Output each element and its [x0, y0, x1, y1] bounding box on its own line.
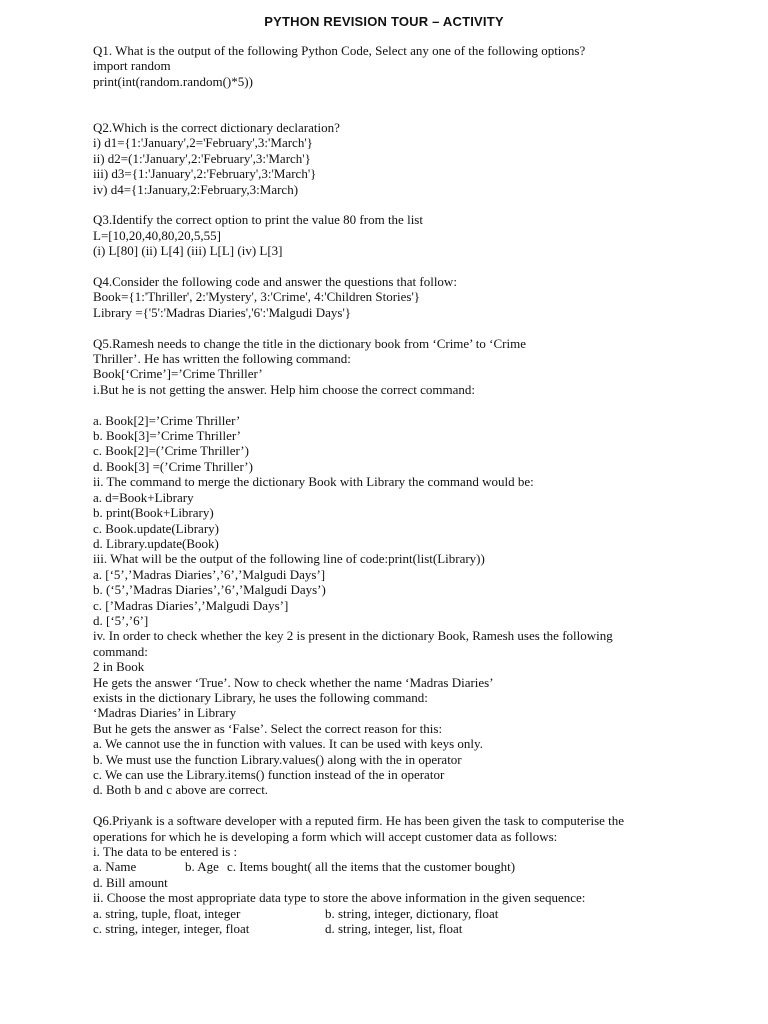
code-line: import random	[93, 58, 171, 74]
option-line: b. Book[3]=’Crime Thriller’	[93, 428, 242, 444]
option-line: d. Book[3] =(’Crime Thriller’)	[93, 458, 253, 474]
question-text: Q3.Identify the correct option to print the value 80 from the list	[93, 212, 423, 228]
option-line: a. Book[2]=’Crime Thriller’	[93, 412, 241, 428]
spacer	[93, 197, 733, 212]
option-line: b. print(Book+Library)	[93, 505, 214, 521]
option-item: a. Name	[93, 859, 137, 875]
question-1	[93, 43, 733, 89]
code-line: Library ={'5':'Madras Diaries','6':'Malgudi Days'}	[93, 304, 352, 320]
sub-question-text: ii. The command to merge the dictionary Book with Library the command would be:	[93, 474, 534, 490]
code-line: ‘Madras Diaries’ in Library	[93, 705, 237, 721]
option-line: (i) L[80] (ii) L[4] (iii) L[L] (iv) L[3]	[93, 243, 283, 259]
code-line: Book[‘Crime’]=’Crime Thriller’	[93, 366, 263, 382]
sub-question-text: i. The data to be entered is :	[93, 844, 238, 860]
option-line: iii) d3={1:'January',2:'February',3:'March'}	[93, 166, 317, 182]
question-text: i.But he is not getting the answer. Help him choose the correct command:	[93, 381, 475, 397]
question-text: Q5.Ramesh needs to change the title in the dictionary book from ‘Crime’ to ‘Crime	[93, 335, 526, 351]
question-text: Thriller’. He has written the following command:	[93, 351, 351, 367]
option-item: d. string, integer, list, float	[325, 921, 463, 937]
spacer	[93, 798, 733, 813]
spacer	[93, 105, 733, 120]
option-item: b. Age	[185, 859, 219, 875]
code-line: Book={1:'Thriller', 2:'Mystery', 3:'Crime', 4:'Children Stories'}	[93, 289, 421, 305]
spacer	[93, 89, 733, 104]
option-line: b. (‘5’,’Madras Diaries’,’6’,’Malgudi Days’)	[93, 582, 326, 598]
option-line: d. [‘5’,’6’]	[93, 612, 149, 628]
option-line: iv) d4={1:January,2:February,3:March)	[93, 181, 299, 197]
sub-question-text: But he gets the answer as ‘False’. Select the correct reason for this:	[93, 720, 443, 736]
option-line: c. [’Madras Diaries’,’Malgudi Days’]	[93, 597, 289, 613]
option-item: c. string, integer, integer, float	[93, 921, 250, 937]
sub-question-text: iv. In order to check whether the key 2 is present in the dictionary Book, Ramesh uses the following	[93, 628, 613, 644]
worksheet-content	[93, 43, 733, 936]
code-line: 2 in Book	[93, 659, 145, 675]
option-item: a. string, tuple, float, integer	[93, 905, 241, 921]
option-line: d. Bill amount	[93, 874, 168, 890]
spacer	[93, 397, 733, 412]
option-line: d. Both b and c above are correct.	[93, 782, 269, 798]
question-5	[93, 336, 733, 798]
option-line: d. Library.update(Book)	[93, 535, 219, 551]
code-line: print(int(random.random()*5))	[93, 73, 253, 89]
option-item: c. Items bought( all the items that the customer bought)	[226, 859, 516, 875]
question-4	[93, 274, 733, 320]
option-line: c. Book.update(Library)	[93, 520, 219, 536]
spacer	[93, 320, 733, 335]
option-line: i) d1={1:'January',2='February',3:'March'}	[93, 135, 313, 151]
question-text: Q4.Consider the following code and answer the questions that follow:	[93, 274, 457, 290]
option-line: c. Book[2]=(’Crime Thriller’)	[93, 443, 249, 459]
page-title: PYTHON REVISION TOUR – ACTIVITY	[264, 14, 504, 29]
sub-question-text: exists in the dictionary Library, he uses the following command:	[93, 689, 428, 705]
option-row	[93, 921, 733, 936]
code-line: L=[10,20,40,80,20,5,55]	[93, 227, 221, 243]
sub-question-text: iii. What will be the output of the following line of code:print(list(Library))	[93, 551, 485, 567]
question-text: Q1. What is the output of the following Python Code, Select any one of the following options?	[93, 43, 586, 58]
option-line: b. We must use the function Library.values() along with the in operator	[93, 751, 462, 767]
question-text: Q6.Priyank is a software developer with a reputed firm. He has been given the task to computerise the	[93, 813, 625, 829]
option-item: b. string, integer, dictionary, float	[325, 905, 499, 921]
option-row	[93, 859, 733, 874]
question-2	[93, 120, 733, 197]
spacer	[93, 259, 733, 274]
sub-question-text: ii. Choose the most appropriate data type to store the above information in the given sequence:	[93, 890, 586, 906]
option-row	[93, 906, 733, 921]
option-line: a. d=Book+Library	[93, 489, 194, 505]
question-text: operations for which he is developing a form which will accept customer data as follows:	[93, 828, 558, 844]
question-6	[93, 813, 733, 936]
question-3	[93, 212, 733, 258]
option-line: c. We can use the Library.items() function instead of the in operator	[93, 767, 445, 782]
sub-question-text: He gets the answer ‘True’. Now to check whether the name ‘Madras Diaries’	[93, 674, 494, 690]
question-text: Q2.Which is the correct dictionary declaration?	[93, 120, 340, 135]
option-line: a. We cannot use the in function with values. It can be used with keys only.	[93, 736, 483, 752]
sub-question-text: command:	[93, 643, 148, 659]
option-line: a. [‘5’,’Madras Diaries’,’6’,’Malgudi Days’]	[93, 566, 326, 582]
option-line: ii) d2=(1:'January',2:'February',3:'March'}	[93, 150, 311, 166]
